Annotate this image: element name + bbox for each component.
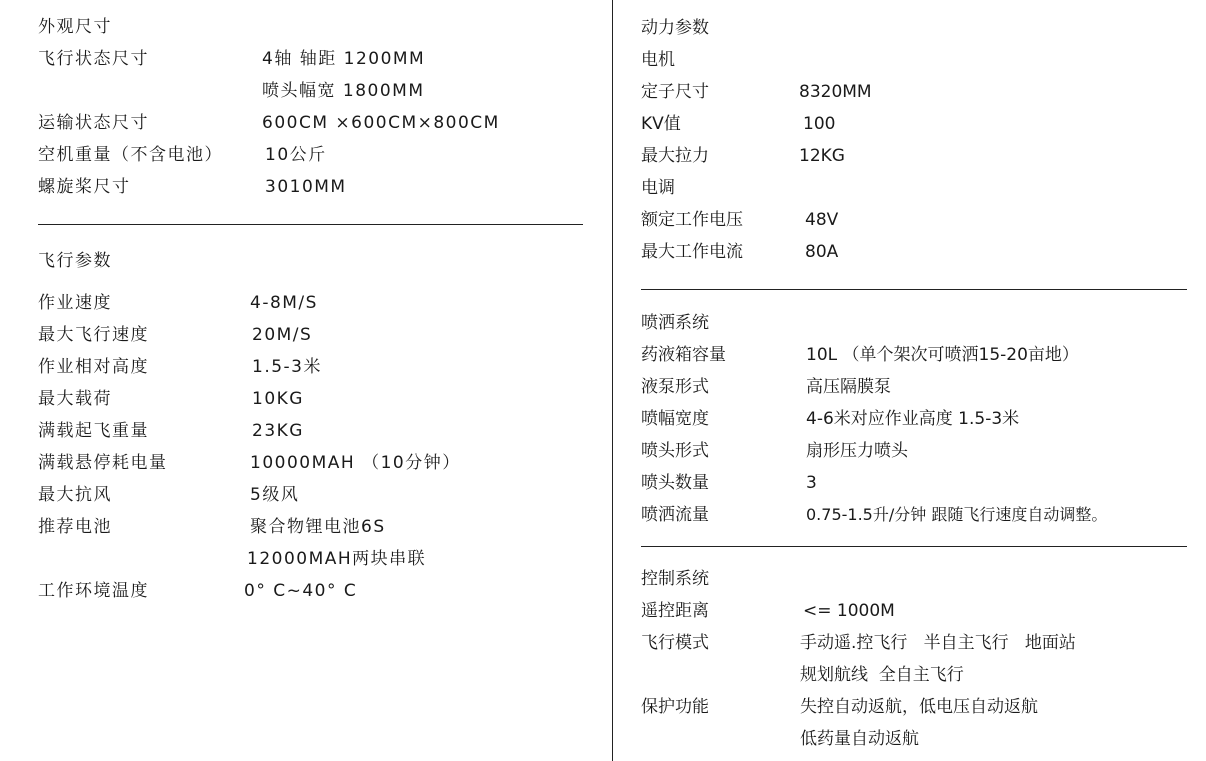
flight-heading: 飞行参数 [38,251,112,271]
spec-value: 5级风 [250,485,300,505]
spray-heading: 喷洒系统 [641,313,709,333]
spec-value: 80A [805,242,839,262]
spec-label: 最大工作电流 [641,242,743,262]
spec-value: 100 [803,114,836,134]
spec-label: 飞行模式 [641,633,709,653]
spec-value: 0° C~40° C [244,581,358,601]
spec-label: 最大拉力 [641,146,709,166]
spec-label: 定子尺寸 [641,82,709,102]
spec-label: 运输状态尺寸 [38,113,149,133]
power-heading: 动力参数 [641,18,709,38]
control-heading: 控制系统 [641,569,709,589]
spec-value: 4-8M/S [250,293,318,313]
esc-subheading: 电调 [641,178,675,198]
spec-value: 手动遥.控飞行 半自主飞行 地面站 [800,633,1076,653]
spec-value: 失控自动返航，低电压自动返航 [800,697,1038,717]
spec-label: 最大载荷 [38,389,112,409]
spec-label: 飞行状态尺寸 [38,49,149,69]
spec-label: 额定工作电压 [641,210,743,230]
spec-label: 喷幅宽度 [641,409,709,429]
spec-value: 低药量自动返航 [800,729,919,749]
spec-label: 工作环境温度 [38,581,149,601]
spec-label: 喷头数量 [641,473,709,493]
spec-label: 螺旋桨尺寸 [38,177,131,197]
column-divider [612,0,613,761]
spec-value: 聚合物锂电池6S [250,517,386,537]
spec-value: 10L （单个架次可喷洒15-20亩地） [806,345,1079,365]
spec-value: 规划航线 全自主飞行 [800,665,964,685]
spec-label: 喷洒流量 [641,505,709,525]
spec-value: 喷头幅宽 1800MM [262,81,425,101]
dimensions-heading: 外观尺寸 [38,17,112,37]
spec-label: 喷头形式 [641,441,709,461]
spec-label: 满载悬停耗电量 [38,453,168,473]
spec-value: 高压隔膜泵 [806,377,891,397]
spec-value: 扇形压力喷头 [806,441,908,461]
spec-value: 10公斤 [265,145,327,165]
spec-label: 遥控距离 [641,601,709,621]
spec-value: 20M/S [252,325,313,345]
section-divider [641,546,1187,547]
spec-value: 3010MM [265,177,347,197]
motor-subheading: 电机 [641,50,675,70]
spec-label: 药液箱容量 [641,345,726,365]
section-divider [641,289,1187,290]
spec-label: 推荐电池 [38,517,112,537]
spec-value: <= 1000M [803,601,895,621]
spec-label: 空机重量（不含电池） [38,145,223,165]
spec-label: 作业相对高度 [38,357,149,377]
spec-value: 10KG [252,389,304,409]
spec-value: 4-6米对应作业高度 1.5-3米 [806,409,1020,429]
spec-value: 1.5-3米 [252,357,322,377]
spec-value: 48V [805,210,839,230]
spec-value: 3 [806,473,817,493]
spec-value: 12KG [799,146,845,166]
spec-label: 最大飞行速度 [38,325,149,345]
spec-label: 保护功能 [641,697,709,717]
section-divider [38,224,583,225]
spec-label: 作业速度 [38,293,112,313]
spec-value: 10000MAH （10分钟） [250,453,461,473]
spec-label: 液泵形式 [641,377,709,397]
spec-label: 最大抗风 [38,485,112,505]
spec-value: 23KG [252,421,304,441]
spec-value: 0.75-1.5升/分钟 跟随飞行速度自动调整。 [806,505,1108,524]
spec-label: KV值 [641,114,681,134]
spec-value: 8320MM [799,82,872,102]
spec-label: 满载起飞重量 [38,421,149,441]
spec-value: 12000MAH两块串联 [247,549,427,569]
spec-value: 4轴 轴距 1200MM [262,49,426,69]
spec-value: 600CM ×600CM×800CM [262,113,500,133]
